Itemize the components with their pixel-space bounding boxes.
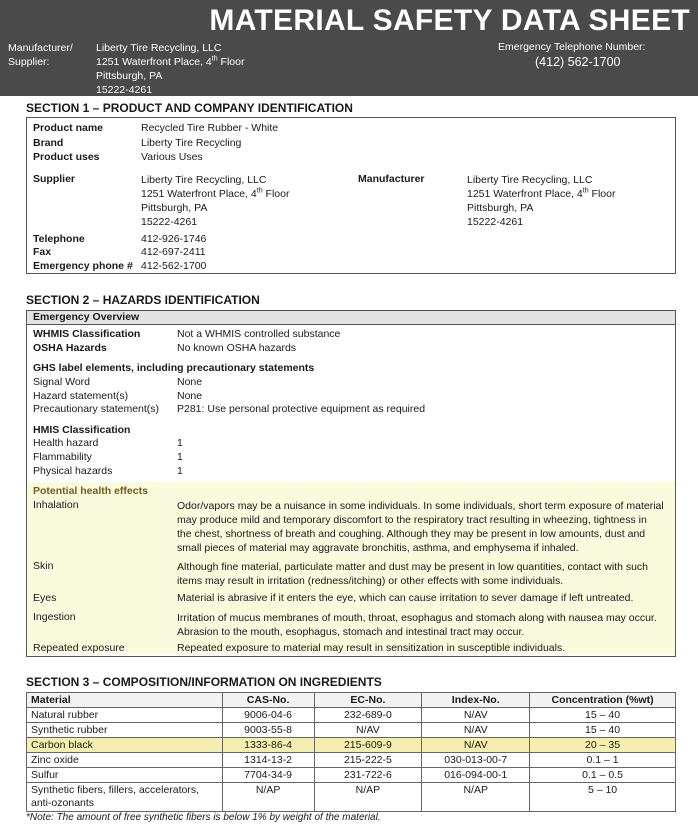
cell-concentration: 15 – 40 — [530, 708, 676, 723]
telephone-label: Telephone — [33, 233, 85, 245]
material-line: Synthetic fibers, fillers, accelerators, — [31, 784, 200, 796]
health-effects-title: Potential health effects — [33, 485, 148, 497]
osha-label: OSHA Hazards — [33, 342, 107, 354]
material-line: anti-ozonants — [31, 797, 95, 809]
cell-concentration: 20 – 35 — [530, 738, 676, 753]
cell-ec: N/AV — [314, 723, 422, 738]
cell-concentration: 0.1 – 0.5 — [530, 768, 676, 783]
product-name-label: Product name — [33, 122, 104, 134]
supplier-address — [141, 173, 289, 229]
emergency-phone: (412) 562-1700 — [535, 55, 621, 69]
document-title: MATERIAL SAFETY DATA SHEET — [209, 4, 690, 37]
cell-cas: 1314-13-2 — [222, 753, 314, 768]
signal-value: None — [177, 376, 203, 388]
whmis-label: WHMIS Classification — [33, 328, 141, 340]
cell-index: 016-094-00-1 — [422, 768, 530, 783]
telephone: 412-926-1746 — [141, 233, 207, 245]
cell-concentration: 15 – 40 — [530, 723, 676, 738]
product-name: Recycled Tire Rubber - White — [141, 122, 279, 134]
section2-box — [26, 310, 676, 657]
cell-index: N/AP — [422, 783, 530, 812]
supplier-street-sup: th — [256, 187, 263, 195]
zip: 15222-4261 — [96, 84, 153, 96]
inhalation-text — [177, 499, 672, 555]
skin-line: Although fine material, particulate matter and dust may be present in low quantities, contact with such — [177, 561, 649, 573]
cell-ec: 232-689-0 — [314, 708, 422, 723]
emergency-phone-value: 412-562-1700 — [141, 260, 207, 272]
cell-cas: N/AP — [222, 783, 314, 812]
inhalation-line: small pieces of material may aggravate bronchitis, asthma, and emphysema if inhaled. — [177, 542, 579, 554]
cell-concentration: 0.1 – 1 — [530, 753, 676, 768]
cell-material: Natural rubber — [27, 708, 223, 723]
cell-ec: N/AP — [314, 783, 422, 812]
supplier-label: Supplier — [33, 173, 76, 185]
header-banner — [0, 0, 698, 96]
cell-ec: 215-609-9 — [314, 738, 422, 753]
physical-hazards-label: Physical hazards — [33, 465, 113, 477]
overview-title: Emergency Overview — [33, 311, 140, 323]
supplier-company: Liberty Tire Recycling, LLC — [141, 174, 267, 186]
footnote: *Note: The amount of free synthetic fibers is below 1% by weight of the material. — [26, 812, 381, 823]
supplier-zip: 15222-4261 — [141, 216, 198, 228]
ingestion-line: Abrasion to the mouth, esophagus, stomach and intestinal tract may occur. — [177, 626, 525, 638]
health-effects-panel — [27, 482, 675, 654]
hazard-value: None — [177, 390, 203, 402]
table-row-highlighted — [27, 738, 676, 753]
cell-material: Zinc oxide — [27, 753, 223, 768]
cell-material: Synthetic rubber — [27, 723, 223, 738]
section3-title: SECTION 3 – COMPOSITION/INFORMATION ON INGREDIENTS — [26, 675, 382, 689]
street-address — [96, 55, 244, 69]
cell-material: Carbon black — [27, 738, 223, 753]
manufacturer-street-end: Floor — [588, 188, 616, 200]
cell-index: N/AV — [422, 723, 530, 738]
manufacturer-zip: 15222-4261 — [467, 216, 524, 228]
composition-table — [26, 692, 676, 812]
cell-cas: 9006-04-6 — [222, 708, 314, 723]
signal-label: Signal Word — [33, 376, 91, 388]
cell-index: N/AV — [422, 708, 530, 723]
inhalation-line: Odor/vapors may be a nuisance in some individuals. In some individuals, short term exposure of material — [177, 500, 664, 512]
uses-label: Product uses — [33, 151, 100, 163]
repeated-exposure-text: Repeated exposure to material may result in sensitization in susceptible individuals. — [177, 642, 566, 654]
col-concentration: Concentration (%wt) — [530, 693, 676, 708]
section1-title: SECTION 1 – PRODUCT AND COMPANY IDENTIFICATION — [26, 101, 353, 115]
ingestion-label: Ingestion — [33, 611, 76, 623]
manufacturer-city: Pittsburgh, PA — [467, 202, 534, 214]
table-row — [27, 708, 676, 723]
inhalation-line: may produce mild and temporary discomfort to the respiratory tract resulting in wheezing, tightness in — [177, 514, 647, 526]
cell-ec: 215-222-5 — [314, 753, 422, 768]
hmis-title: HMIS Classification — [33, 424, 131, 436]
cell-cas: 1333-86-4 — [222, 738, 314, 753]
manufacturer-label-line1: Manufacturer/ — [8, 42, 73, 54]
brand-label: Brand — [33, 137, 64, 149]
whmis-value: Not a WHMIS controlled substance — [177, 328, 341, 340]
overview-header — [27, 311, 675, 325]
fax: 412-697-2411 — [141, 246, 206, 258]
table-header-row — [27, 693, 676, 708]
supplier-street — [141, 187, 289, 201]
supplier-street-end: Floor — [262, 188, 290, 200]
manufacturer-label: Manufacturer — [358, 173, 425, 185]
cell-concentration: 5 – 10 — [530, 783, 676, 812]
physical-hazards-value: 1 — [177, 465, 183, 477]
manufacturer-street — [467, 187, 615, 201]
health-hazard-label: Health hazard — [33, 437, 99, 449]
cell-cas: 9003-55-8 — [222, 723, 314, 738]
ingestion-line: Irritation of mucus membranes of mouth, throat, esophagus and stomach along with nausea may occur. — [177, 612, 657, 624]
table-row — [27, 783, 676, 812]
table-row — [27, 753, 676, 768]
precaution-label: Precautionary statement(s) — [33, 403, 160, 415]
col-ec: EC-No. — [314, 693, 422, 708]
skin-line: items may result in irritation (redness/itching) or other effects with some individuals. — [177, 575, 564, 587]
brand: Liberty Tire Recycling — [141, 137, 242, 149]
manufacturer-address — [96, 41, 244, 97]
skin-label: Skin — [33, 560, 54, 572]
manufacturer-street-sup: th — [582, 187, 589, 195]
address-text: 1251 Waterfront Place, 4 — [96, 56, 212, 68]
cell-ec: 231-722-6 — [314, 768, 422, 783]
skin-text — [177, 560, 672, 588]
manufacturer-label — [8, 41, 73, 69]
eyes-text: Material is abrasive if it enters the eye, which can cause irritation to sever damage if left untreated. — [177, 592, 634, 604]
manufacturer-address — [467, 173, 615, 229]
hazard-label: Hazard statement(s) — [33, 390, 129, 402]
precaution-value: P281: Use personal protective equipment as required — [177, 403, 426, 415]
emergency-phone-label: Emergency phone # — [33, 260, 133, 272]
ingestion-text — [177, 611, 672, 639]
city: Pittsburgh, PA — [96, 70, 163, 82]
inhalation-label: Inhalation — [33, 499, 79, 511]
health-hazard-value: 1 — [177, 437, 183, 449]
osha-value: No known OSHA hazards — [177, 342, 297, 354]
supplier-street-text: 1251 Waterfront Place, 4 — [141, 188, 257, 200]
ghs-title: GHS label elements, including precautionary statements — [33, 362, 315, 374]
cell-index: 030-013-00-7 — [422, 753, 530, 768]
col-material: Material — [27, 693, 223, 708]
supplier-city: Pittsburgh, PA — [141, 202, 208, 214]
address-text-end: Floor — [217, 56, 245, 68]
cell-material: Sulfur — [27, 768, 223, 783]
cell-cas: 7704-34-9 — [222, 768, 314, 783]
company-name: Liberty Tire Recycling, LLC — [96, 42, 222, 54]
manufacturer-label-line2: Supplier: — [8, 56, 50, 68]
fax-label: Fax — [33, 246, 52, 258]
table-row — [27, 723, 676, 738]
flammability-label: Flammability — [33, 451, 92, 463]
repeated-exposure-label: Repeated exposure — [33, 642, 125, 654]
address-sup: th — [211, 55, 218, 63]
cell-material — [27, 783, 223, 812]
cell-index: N/AV — [422, 738, 530, 753]
inhalation-line: the chest, shortness of breath and coughing. Although they may be present in low amounts, dust and — [177, 528, 646, 540]
table-row — [27, 768, 676, 783]
col-cas: CAS-No. — [222, 693, 314, 708]
eyes-label: Eyes — [33, 592, 57, 604]
flammability-value: 1 — [177, 451, 183, 463]
uses: Various Uses — [141, 151, 203, 163]
manufacturer-street-text: 1251 Waterfront Place, 4 — [467, 188, 583, 200]
manufacturer-company: Liberty Tire Recycling, LLC — [467, 174, 593, 186]
col-index: Index-No. — [422, 693, 530, 708]
section2-title: SECTION 2 – HAZARDS IDENTIFICATION — [26, 293, 260, 307]
emergency-label: Emergency Telephone Number: — [498, 41, 646, 53]
section1-box — [26, 117, 676, 274]
